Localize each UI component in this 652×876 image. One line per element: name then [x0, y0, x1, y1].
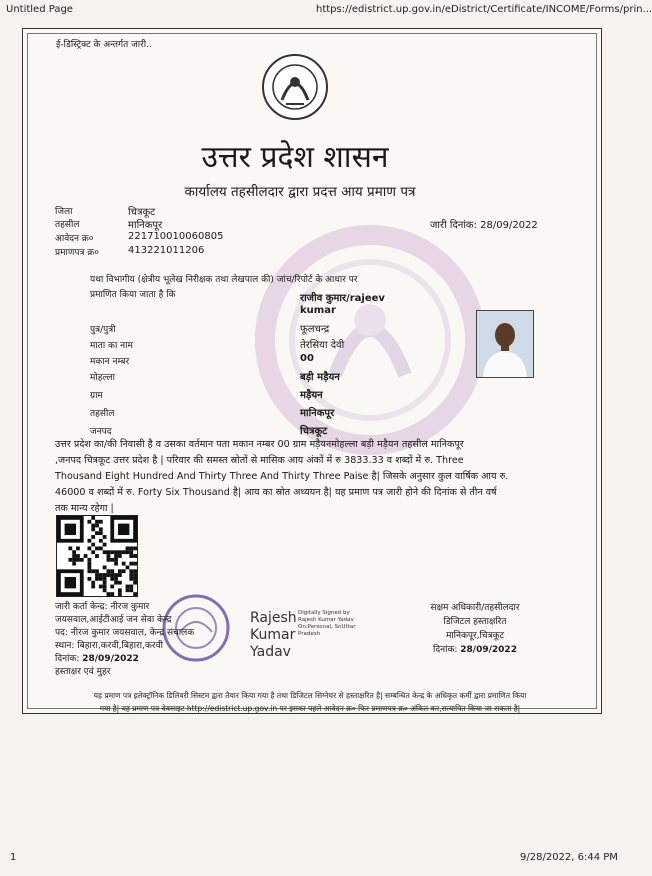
intro-line-1: यथा विभागीय (क्षेत्रीय भूलेख निरीक्षक तथा लेखपाल की) जांच/रिपोर्ट के आधार पर	[90, 275, 358, 285]
print-page-title: Untitled Page	[6, 4, 73, 15]
authority-block	[400, 601, 550, 657]
signer-name	[250, 610, 297, 661]
issuer-line-3: पद: नीरज कुमार जयसवाल, केन्द्र संचालक	[55, 628, 195, 638]
intro-line-2: प्रमाणित किया जाता है कि	[90, 290, 176, 300]
field-value-tehsil: मानिकपूर	[300, 408, 335, 419]
authority-line-1: सक्षम अधिकारी/तहसीलदार	[430, 603, 520, 613]
signer-name-line-1: Rajesh	[250, 610, 297, 626]
paragraph-line-3: Thousand Eight Hundred And Thirty Three And Thirty Three Paise है| जिसके अनुसार कुल वार्षिक आय रु.	[55, 471, 509, 482]
applicant-name-line-1: राजीव कुमार/rajeev	[300, 293, 385, 304]
issuer-line-1: जारी कर्ता केन्द्र: नीरज कुमार	[55, 602, 150, 612]
watermark-emblem-icon	[255, 225, 485, 455]
field-value-parent: फूलचन्द्र	[300, 324, 330, 335]
issuer-line-2: जयसवाल,आईटीआई जन सेवा केन्द्र	[55, 615, 172, 625]
issuer-line-4: स्थान: बिहारा,करवी,बिहारा,करवी	[55, 641, 163, 651]
authority-date-label: दिनांक:	[433, 645, 461, 655]
digital-signature-details	[298, 610, 356, 638]
footer-line-2: गया है| यह प्रमाण पत्र वेबसाइट http://edistrict.up.gov.in पर इसका पहले आवेदन क्र० फिर प्रमाणपत्र क्र० अंकित कर,सत्यापित किया जा सकता है|	[99, 704, 521, 713]
applicant-photo	[476, 310, 534, 378]
issuer-sign-label: हस्ताक्षर एवं मुहर	[55, 667, 111, 677]
field-label-mohalla: मोहल्ला	[90, 373, 115, 383]
meta-value-application-no: 221710010060805	[128, 231, 224, 242]
print-url: https://edistrict.up.gov.in/eDistrict/Certificate/INCOME/Forms/prin...	[316, 4, 652, 15]
issued-under-note: ई-डिस्ट्रिक्ट के अन्तर्गत जारी..	[56, 40, 152, 50]
applicant-name-line-2: kumar	[300, 305, 336, 316]
digital-sign-line-4: Pradesh	[298, 631, 321, 637]
footer-line-1: यह प्रमाण पत्र इलेक्ट्रॉनिक डिलिवरी सिस्टम द्वारा तैयार किया गया है तथा डिजिटल सिग्नेचर से हस्ताक्षरित है| सम्बन्धित केन्द्र के अधिकृत कर्मी द्वारा प्रमाणित किया	[93, 691, 527, 700]
issue-date: जारी दिनांक: 28/09/2022	[430, 220, 538, 231]
field-value-mohalla: बड़ी मड़ैयन	[300, 372, 340, 383]
certificate-subtitle: कार्यालय तहसीलदार द्वारा प्रदत्त आय प्रमाण पत्र	[184, 184, 416, 200]
issuer-date-label: दिनांक:	[55, 654, 83, 664]
field-label-tehsil: तहसील	[90, 409, 115, 419]
authority-line-3: मानिकपूर,चित्रकूट	[445, 631, 505, 641]
meta-label-certificate-no: प्रमाणपत्र क्र०	[55, 248, 99, 258]
signer-name-line-2: Kumar	[250, 627, 296, 643]
meta-label-district: जिला	[55, 207, 73, 217]
authority-date	[400, 643, 550, 657]
digital-sign-line-2: Rajesh Kumar Yadav	[298, 617, 354, 623]
meta-value-certificate-no: 413221011206	[128, 245, 205, 256]
digital-sign-line-1: Digitally Signed by	[298, 610, 350, 616]
issuer-date-value: 28/09/2022	[82, 654, 139, 664]
government-title: उत्तर प्रदेश शासन	[201, 140, 389, 175]
issuer-block	[55, 601, 194, 679]
verification-footer	[34, 689, 586, 715]
verification-qr-code-icon	[56, 515, 138, 597]
authority-line-2: डिजिटल हस्ताक्षरित	[443, 617, 507, 627]
meta-label-application-no: आवेदन क्र०	[55, 234, 94, 244]
applicant-portrait-icon	[477, 311, 533, 377]
paragraph-line-4: 46000 व शब्दों में रु. Forty Six Thousand है| आय का स्रोत अध्ययन है| यह प्रमाण पत्र जारी होने की दिनांक से तीन वर्ष	[55, 487, 497, 498]
up-government-emblem-icon	[260, 52, 330, 122]
field-label-district: जनपद	[90, 427, 112, 437]
print-datetime: 9/28/2022, 6:44 PM	[520, 852, 618, 863]
field-value-mother: तेरसिया देवी	[300, 340, 345, 351]
paragraph-line-1: उत्तर प्रदेश का/की निवासी है व उसका वर्तमान पता मकान नम्बर 00 ग्राम मड़ैयनमोहल्ला बड़ी मड़ैयन तहसील मानिकपूर	[55, 439, 464, 450]
meta-label-tehsil: तहसील	[55, 220, 80, 230]
digital-sign-line-3: On:Personal, SnUttar	[298, 624, 356, 630]
issuer-date	[55, 653, 194, 666]
field-value-house-no: 00	[300, 353, 314, 364]
income-statement-paragraph	[55, 437, 575, 517]
field-value-district: चित्रकूट	[300, 426, 328, 437]
authority-date-value: 28/09/2022	[460, 645, 517, 655]
paragraph-line-5: तक मान्य रहेगा |	[55, 503, 114, 514]
field-label-parent: पुत्र/पुत्री	[90, 325, 116, 335]
field-value-village: मड़ैयन	[300, 390, 323, 401]
signer-name-line-3: Yadav	[250, 644, 291, 660]
field-label-mother: माता का नाम	[90, 341, 133, 351]
meta-value-district: चित्रकूट	[128, 207, 156, 218]
print-page-number: 1	[10, 852, 17, 863]
field-label-house-no: मकान नम्बर	[90, 357, 130, 367]
paragraph-line-2: ,जनपद चित्रकूट उत्तर प्रदेश है | परिवार की समस्त स्रोतों से मासिक आय अंकों में रु 3833.33 व शब्दों में रु. Three	[55, 455, 464, 466]
meta-value-tehsil: मानिकपूर	[128, 220, 163, 231]
field-label-village: ग्राम	[90, 391, 103, 401]
